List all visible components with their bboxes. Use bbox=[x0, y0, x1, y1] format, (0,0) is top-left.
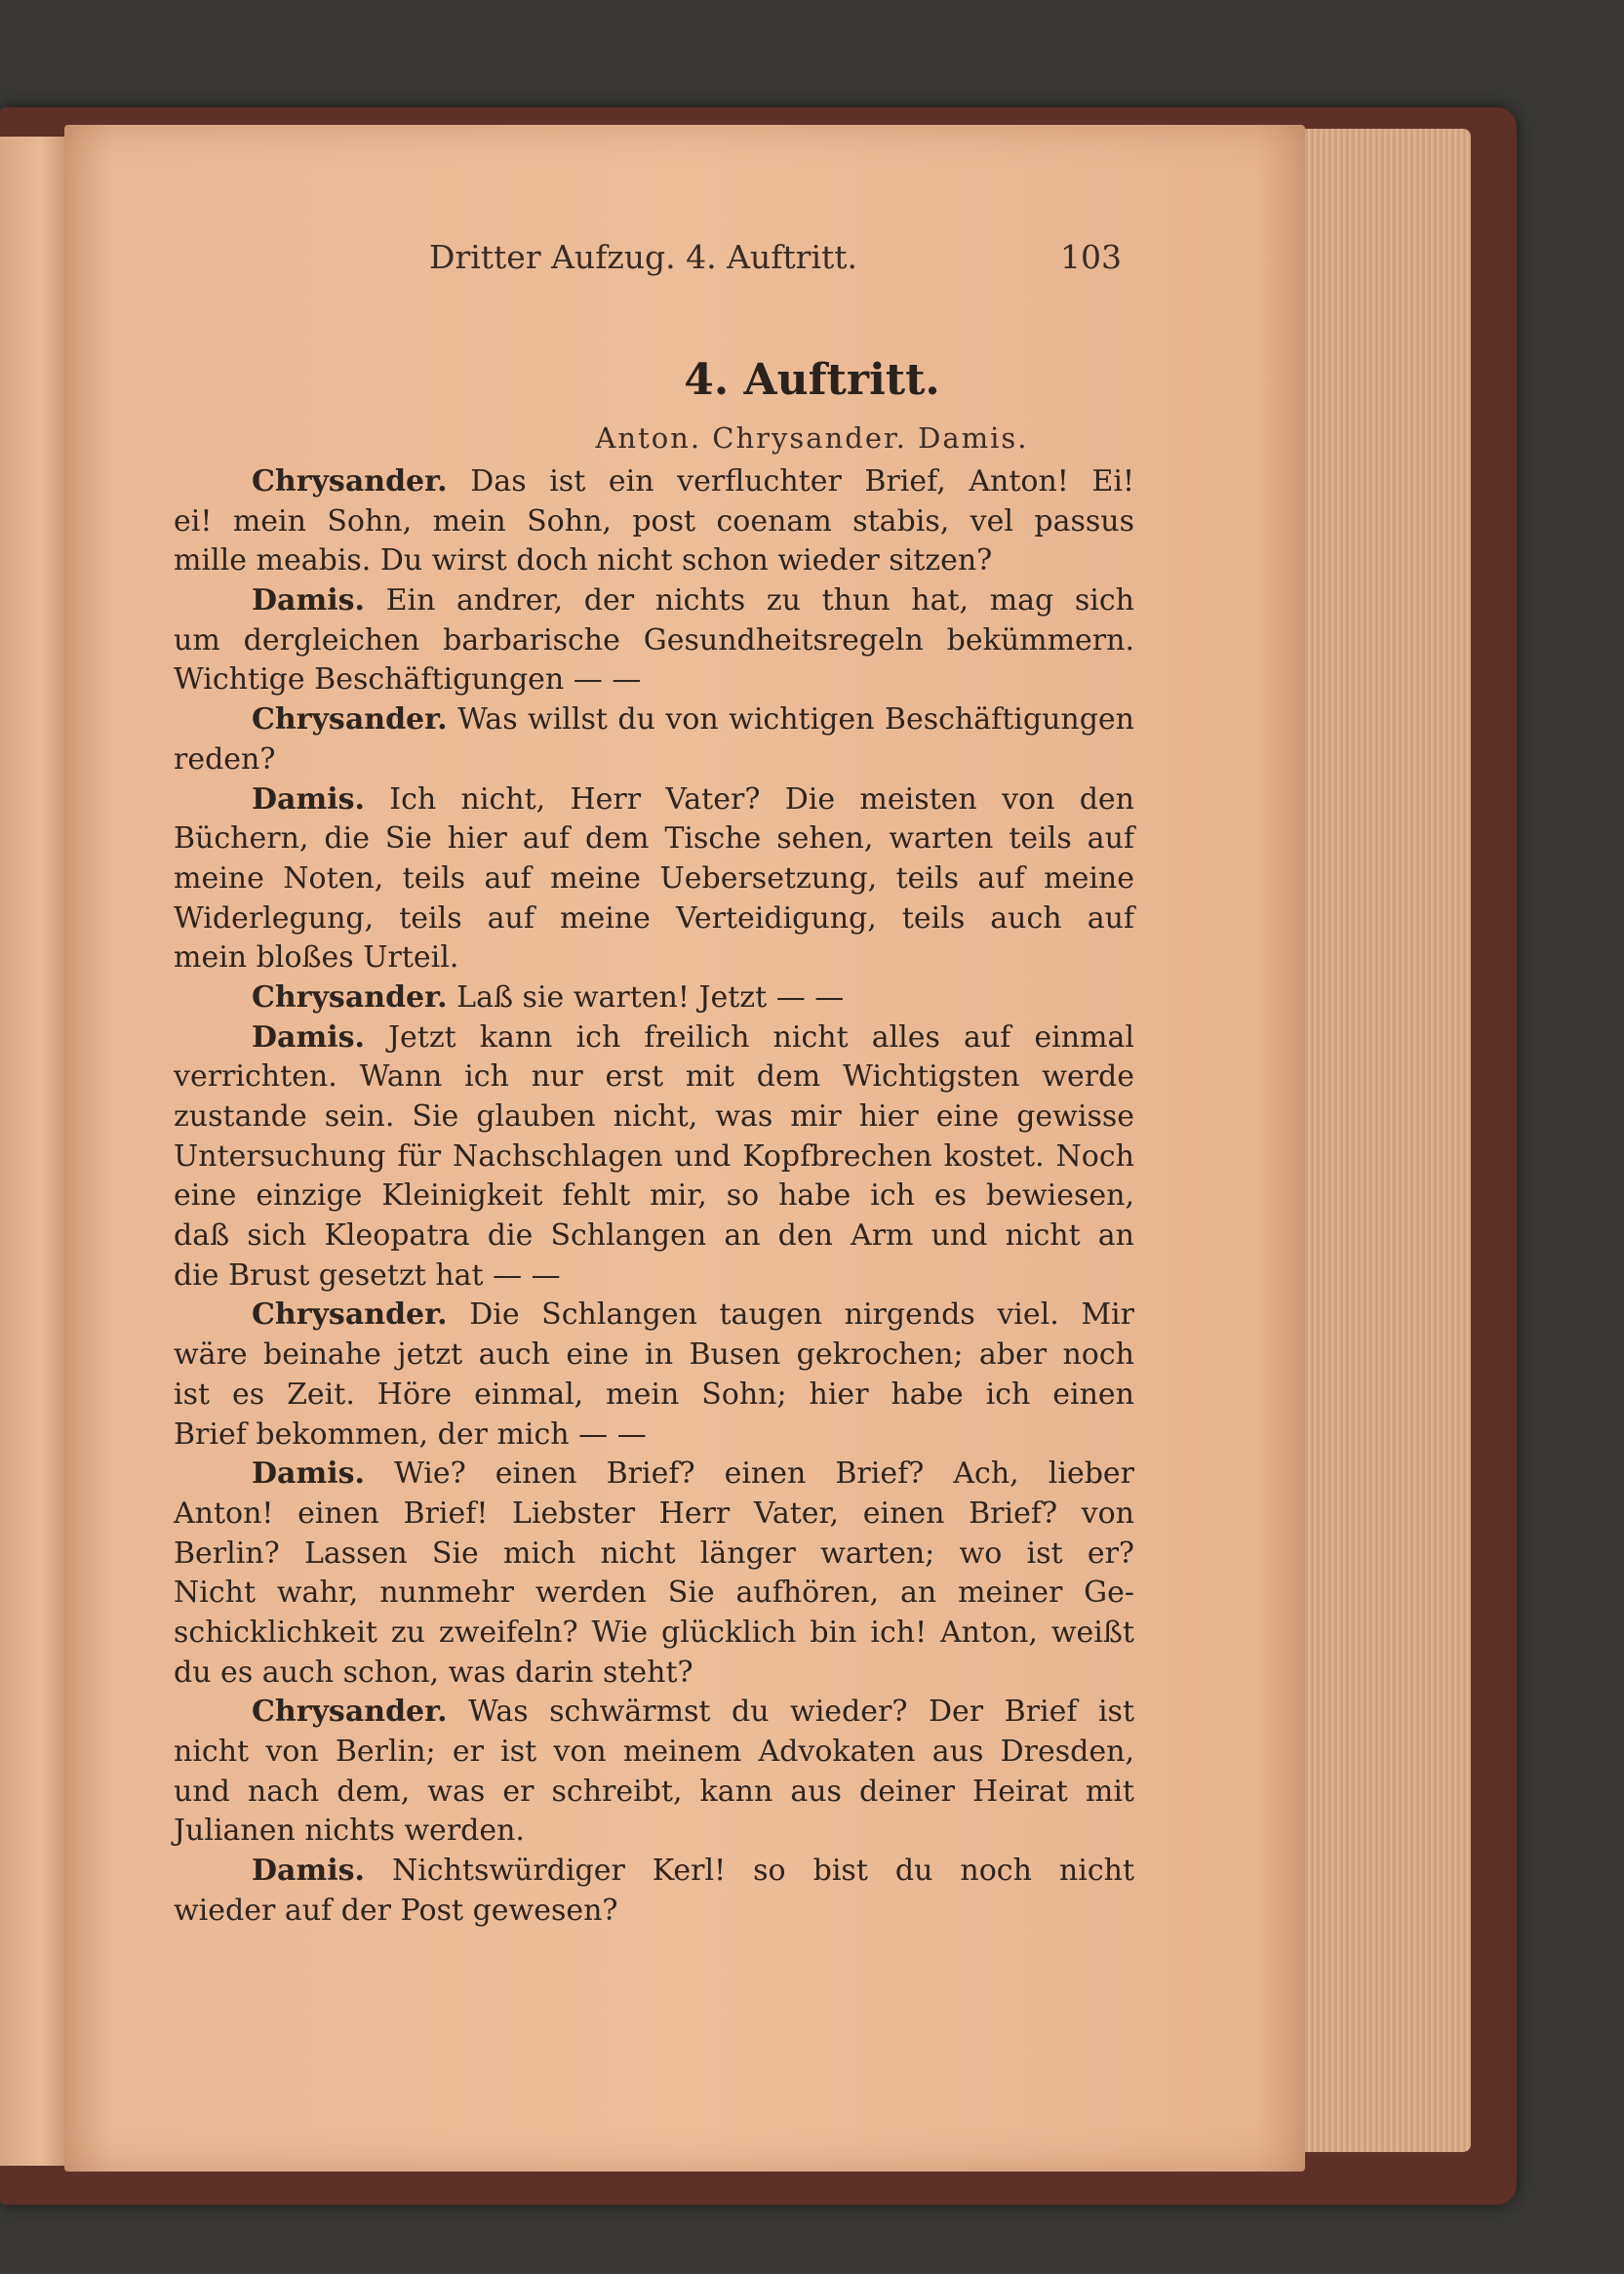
line-text: ist es Zeit. Höre einmal, mein Sohn; hier habe ich einen bbox=[174, 1376, 1134, 1412]
text-line bbox=[174, 1733, 1134, 1773]
line-text: Wie? einen Brief? einen Brief? Ach, lieber bbox=[394, 1456, 1134, 1492]
line-text: Nicht wahr, nunmehr werden Sie aufhören, an meiner Ge- bbox=[174, 1576, 1134, 1611]
line-text: reden? bbox=[174, 741, 276, 777]
speaker-name: Damis. bbox=[252, 781, 365, 817]
line-text: die Brust gesetzt hat — — bbox=[174, 1257, 561, 1293]
line-text: Berlin? Lassen Sie mich nicht länger warten; wo ist er? bbox=[174, 1536, 1134, 1571]
running-head: Dritter Aufzug. 4. Auftritt. bbox=[429, 238, 858, 276]
text-line bbox=[174, 978, 1134, 1018]
line-text: Laß sie warten! Jetzt — — bbox=[456, 979, 845, 1015]
line-text: zustande sein. Sie glauben nicht, was mir hier eine gewisse bbox=[174, 1099, 1134, 1134]
text-line bbox=[174, 1892, 1134, 1932]
line-text: Ein andrer, der nichts zu thun hat, mag sich bbox=[385, 583, 1134, 618]
text-line bbox=[174, 502, 1134, 542]
line-text: Was schwärmst du wieder? Der Brief ist bbox=[468, 1695, 1134, 1730]
speaker-name: Damis. bbox=[252, 583, 365, 618]
line-text: daß sich Kleopatra die Schlangen an den Arm und nicht an bbox=[174, 1218, 1134, 1254]
text-line bbox=[174, 1257, 1134, 1297]
line-text: Büchern, die Sie hier auf dem Tische sehen, warten teils auf bbox=[174, 821, 1134, 857]
text-line bbox=[174, 581, 1134, 621]
line-text: wäre beinahe jetzt auch eine in Busen gekrochen; aber noch bbox=[174, 1337, 1134, 1373]
line-text: meine Noten, teils auf meine Uebersetzung, teils auf meine bbox=[174, 860, 1134, 896]
line-text: Anton! einen Brief! Liebster Herr Vater, einen Brief? von bbox=[174, 1496, 1134, 1531]
line-text: mille meabis. Du wirst doch nicht schon wieder sitzen? bbox=[174, 543, 993, 578]
text-line bbox=[174, 1336, 1134, 1376]
line-text: Julianen nichts werden. bbox=[174, 1814, 525, 1849]
line-text: ei! mein Sohn, mein Sohn, post coenam stabis, vel passus bbox=[174, 503, 1134, 539]
text-line bbox=[174, 1296, 1134, 1336]
speaker-name: Chrysander. bbox=[252, 1695, 448, 1730]
speaker-name: Chrysander. bbox=[252, 979, 448, 1015]
text-line bbox=[174, 621, 1134, 661]
line-text: verrichten. Wann ich nur erst mit dem Wichtigsten werde bbox=[174, 1059, 1134, 1095]
text-line bbox=[174, 1535, 1134, 1575]
line-text: Ich nicht, Herr Vater? Die meisten von den bbox=[389, 781, 1134, 817]
text-line bbox=[174, 1614, 1134, 1654]
line-text: Nichtswürdiger Kerl! so bist du noch nicht bbox=[391, 1854, 1134, 1889]
body-text bbox=[174, 462, 1134, 1931]
text-line bbox=[174, 1217, 1134, 1257]
text-line bbox=[174, 1693, 1134, 1733]
text-line bbox=[174, 1137, 1134, 1177]
text-line bbox=[174, 1773, 1134, 1813]
speaker-name: Chrysander. bbox=[252, 702, 448, 738]
line-text: Das ist ein verfluchter Brief, Anton! Ei! bbox=[470, 464, 1134, 499]
text-line bbox=[174, 1057, 1134, 1097]
text-line bbox=[174, 1416, 1134, 1456]
line-text: eine einzige Kleinigkeit fehlt mir, so habe ich es bewiesen, bbox=[174, 1178, 1134, 1214]
speaker-name: Damis. bbox=[252, 1456, 365, 1492]
line-text: wieder auf der Post gewesen? bbox=[174, 1893, 618, 1928]
scene-title: 4. Auftritt. bbox=[684, 355, 940, 405]
page-number: 103 bbox=[1060, 238, 1122, 276]
text-line bbox=[174, 819, 1134, 859]
line-text: Was willst du von wichtigen Beschäftigungen bbox=[457, 702, 1134, 738]
text-line bbox=[174, 1495, 1134, 1535]
line-text: und nach dem, was er schreibt, kann aus deiner Heirat mit bbox=[174, 1774, 1134, 1809]
line-text: du es auch schon, was darin steht? bbox=[174, 1655, 693, 1690]
line-text: Widerlegung, teils auf meine Verteidigung, teils auch auf bbox=[174, 900, 1134, 936]
text-line bbox=[174, 859, 1134, 899]
line-text: schicklichkeit zu zweifeln? Wie glücklich bin ich! Anton, weißt bbox=[174, 1615, 1134, 1650]
text-line bbox=[174, 899, 1134, 939]
text-line bbox=[174, 541, 1134, 581]
text-line bbox=[174, 1018, 1134, 1058]
speaker-name: Damis. bbox=[252, 1854, 365, 1889]
line-text: Brief bekommen, der mich — — bbox=[174, 1416, 647, 1452]
page-header bbox=[429, 238, 1122, 285]
speaker-name: Chrysander. bbox=[252, 464, 448, 499]
text-line bbox=[174, 462, 1134, 502]
line-text: Die Schlangen taugen nirgends viel. Mir bbox=[469, 1297, 1134, 1333]
text-line bbox=[174, 660, 1134, 700]
line-text: nicht von Berlin; er ist von meinem Advokaten aus Dresden, bbox=[174, 1735, 1134, 1769]
text-line bbox=[174, 1654, 1134, 1694]
line-text: mein bloßes Urteil. bbox=[174, 940, 459, 976]
line-text: Wichtige Beschäftigungen — — bbox=[174, 662, 642, 698]
text-line bbox=[174, 1574, 1134, 1614]
text-line bbox=[174, 1455, 1134, 1495]
speaker-name: Damis. bbox=[252, 1019, 365, 1055]
text-line bbox=[174, 740, 1134, 780]
line-text: Untersuchung für Nachschlagen und Kopfbrechen kostet. Noch bbox=[174, 1138, 1134, 1174]
text-line bbox=[174, 1376, 1134, 1416]
line-text: Jetzt kann ich freilich nicht alles auf einmal bbox=[388, 1019, 1134, 1055]
text-line bbox=[174, 1177, 1134, 1217]
speaker-name: Chrysander. bbox=[252, 1297, 448, 1333]
text-line bbox=[174, 938, 1134, 978]
text-line bbox=[174, 1097, 1134, 1137]
text-line bbox=[174, 700, 1134, 740]
text-line bbox=[174, 1812, 1134, 1852]
text-line bbox=[174, 780, 1134, 820]
line-text: um dergleichen barbarische Gesundheitsregeln bekümmern. bbox=[174, 622, 1134, 658]
cast-list: Anton. Chrysander. Damis. bbox=[595, 421, 1029, 455]
text-line bbox=[174, 1852, 1134, 1892]
